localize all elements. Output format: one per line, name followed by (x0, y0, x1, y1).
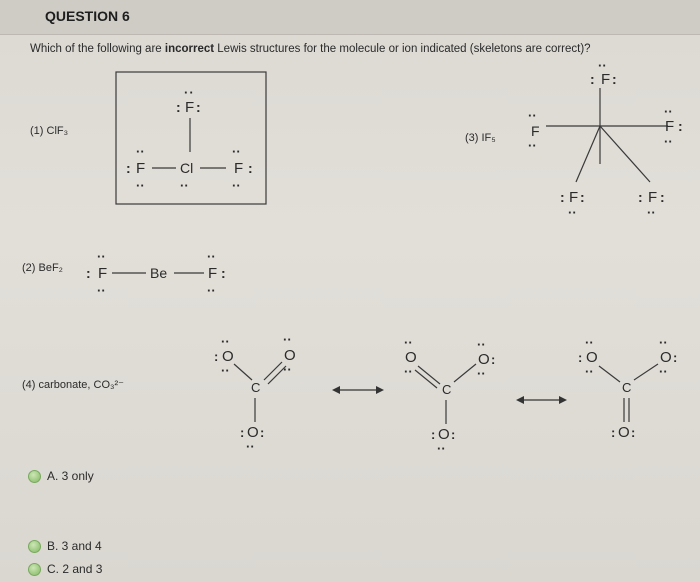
atom-o: O (478, 351, 490, 368)
atom-o: O (618, 424, 630, 441)
lone-pair: : (451, 427, 456, 442)
lone-pair: : (660, 189, 665, 205)
label-if5: (3) IF₅ (465, 132, 496, 144)
bond (264, 362, 282, 380)
resonance-arrow-1 (332, 386, 384, 394)
lone-pair: ·· (283, 332, 292, 347)
lone-pair: : (86, 265, 91, 281)
label-bef2: (2) BeF₂ (22, 262, 63, 274)
radio-button[interactable] (28, 563, 41, 576)
bond (600, 126, 650, 182)
bond (576, 126, 600, 182)
atom-f-top: F (601, 71, 611, 88)
lone-pair: ·· (221, 363, 230, 378)
atom-f-right: F (234, 160, 244, 177)
atom-f-right: F (208, 265, 218, 282)
lone-pair: : (580, 189, 585, 205)
label-clf3: (1) ClF₃ (30, 125, 69, 137)
lone-pair: ·· (246, 439, 255, 454)
atom-f-bottom-left: F (569, 189, 579, 206)
atom-cl: Cl (180, 160, 194, 176)
bef2-structure (86, 249, 226, 298)
bond (634, 364, 658, 380)
atom-f-right: F (665, 118, 675, 135)
lone-pair: ·· (180, 178, 189, 193)
choice-label: C. 2 and 3 (47, 562, 103, 576)
choice-b[interactable] (28, 539, 102, 553)
lone-pair: ·· (477, 366, 486, 381)
lone-pair: ·· (136, 178, 145, 193)
lone-pair: : (638, 189, 643, 205)
radio-button[interactable] (28, 470, 41, 483)
lone-pair: : (673, 350, 678, 365)
lone-pair: : (248, 160, 253, 176)
lone-pair: ·· (664, 134, 673, 149)
atom-c: C (251, 380, 261, 395)
lone-pair: ·· (184, 85, 195, 100)
atom-f-left: F (136, 160, 146, 177)
lone-pair: ·· (647, 205, 656, 220)
choice-label: B. 3 and 4 (47, 539, 102, 553)
atom-o: O (284, 347, 296, 364)
lone-pair: : (631, 425, 636, 440)
lone-pair: : (176, 99, 181, 115)
lone-pair: ·· (207, 283, 216, 298)
lone-pair: : (221, 265, 226, 281)
question-text-part: Which of the following are (30, 43, 165, 55)
atom-o: O (405, 349, 417, 366)
atom-o: O (586, 349, 598, 366)
bond (599, 366, 620, 382)
resonance-arrow-2 (516, 396, 567, 404)
lone-pair: ·· (659, 364, 668, 379)
choice-a[interactable] (28, 469, 94, 483)
clf3-structure (116, 72, 266, 204)
lone-pair: ·· (283, 362, 292, 377)
atom-c: C (442, 382, 452, 397)
lone-pair: ·· (598, 58, 607, 73)
atom-c: C (622, 380, 632, 395)
lone-pair: : (611, 425, 616, 440)
choice-label: A. 3 only (47, 469, 94, 483)
lone-pair: ·· (664, 104, 673, 119)
atom-o: O (438, 426, 450, 443)
lone-pair: ·· (207, 249, 216, 264)
carbonate-resonance-2 (404, 335, 495, 456)
if5-structure (528, 58, 683, 220)
lone-pair: ·· (232, 178, 241, 193)
atom-f-top: F (185, 99, 195, 116)
lone-pair: : (578, 350, 583, 365)
lone-pair: ·· (477, 337, 486, 352)
lone-pair: : (214, 349, 219, 364)
lone-pair: : (560, 189, 565, 205)
lone-pair: ·· (528, 108, 537, 123)
lone-pair: : (196, 99, 201, 115)
lone-pair: ·· (528, 138, 537, 153)
lone-pair: : (240, 425, 245, 440)
lone-pair: : (126, 160, 131, 176)
bond (454, 364, 476, 382)
atom-o: O (247, 424, 259, 441)
lone-pair: ·· (404, 335, 413, 350)
carbonate-resonance-3 (578, 335, 677, 441)
lone-pair: ·· (404, 364, 413, 379)
lone-pair: ·· (568, 205, 577, 220)
lone-pair: : (431, 427, 436, 442)
atom-f-left: F (531, 123, 540, 139)
lone-pair: ·· (585, 364, 594, 379)
question-text-part: Lewis structures for the molecule or ion indicated (skeletons are correct)? (214, 43, 591, 55)
radio-button[interactable] (28, 540, 41, 553)
lone-pair: ·· (585, 335, 594, 350)
lone-pair: : (612, 71, 617, 87)
lone-pair: : (678, 118, 683, 134)
carbonate-resonance-1 (214, 332, 296, 454)
lone-pair: ·· (221, 334, 230, 349)
lone-pair: : (491, 352, 496, 367)
question-text-bold: incorrect (164, 43, 215, 55)
label-carbonate: (4) carbonate, CO₃²⁻ (22, 379, 124, 391)
atom-f-left: F (98, 265, 108, 282)
question-title: QUESTION 6 (45, 8, 130, 24)
lone-pair: ·· (437, 441, 446, 456)
atom-o: O (660, 349, 672, 366)
lone-pair: ·· (136, 144, 145, 159)
choice-c[interactable] (28, 562, 102, 576)
atom-o: O (222, 348, 234, 365)
lone-pair: ·· (232, 144, 241, 159)
lone-pair: ·· (97, 249, 106, 264)
bond (234, 364, 252, 380)
lone-pair: ·· (97, 283, 106, 298)
lone-pair: ·· (659, 335, 668, 350)
lone-pair: : (260, 425, 265, 440)
lone-pair: : (590, 71, 595, 87)
atom-f-bottom-right: F (648, 189, 658, 206)
atom-be: Be (150, 265, 168, 281)
